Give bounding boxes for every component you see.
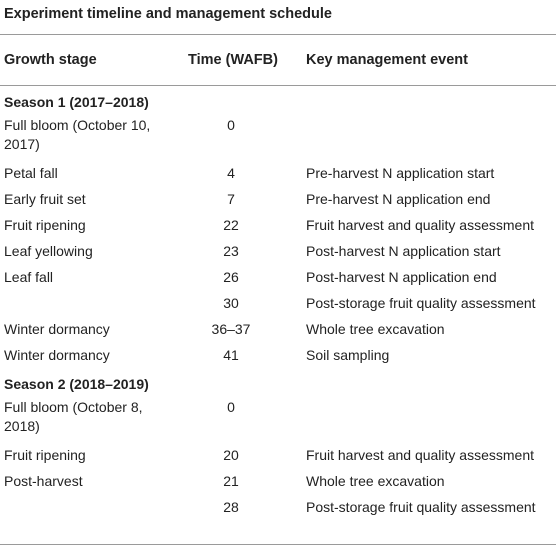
schedule-table bbox=[0, 35, 556, 520]
cell-stage: Post-harvest bbox=[4, 472, 83, 489]
cell-stage: Petal fall bbox=[4, 164, 58, 181]
cell-event bbox=[298, 114, 556, 160]
section-season-1 bbox=[0, 86, 556, 114]
cell-stage: Fruit ripening bbox=[4, 216, 86, 233]
cell-time: 23 bbox=[223, 242, 239, 259]
table-row bbox=[0, 316, 556, 342]
table-row bbox=[0, 442, 556, 468]
table-row bbox=[0, 468, 556, 494]
cell-stage: Leaf yellowing bbox=[4, 242, 93, 259]
cell-event: Post-harvest N application end bbox=[306, 268, 497, 285]
cell-stage: Early fruit set bbox=[4, 190, 86, 207]
section-label: Season 1 (2017–2018) bbox=[4, 94, 149, 110]
table-row bbox=[0, 238, 556, 264]
cell-stage: Full bloom (October 8, 2018) bbox=[4, 399, 143, 434]
table-row bbox=[0, 396, 556, 442]
cell-time: 0 bbox=[227, 117, 235, 133]
cell-stage: Full bloom (October 10, 2017) bbox=[4, 117, 151, 152]
cell-event: Pre-harvest N application start bbox=[306, 164, 495, 181]
cell-time: 4 bbox=[227, 164, 235, 181]
cell-time: 0 bbox=[227, 399, 235, 415]
section-label: Season 2 (2018–2019) bbox=[4, 376, 149, 392]
cell-event: Fruit harvest and quality assessment bbox=[306, 446, 534, 463]
header-growth-stage: Growth stage bbox=[4, 52, 97, 68]
cell-time: 21 bbox=[223, 472, 239, 489]
table-row bbox=[0, 290, 556, 316]
cell-event: Pre-harvest N application end bbox=[306, 190, 491, 207]
table-row bbox=[0, 186, 556, 212]
cell-stage bbox=[0, 494, 180, 520]
cell-event: Post-storage fruit quality assessment bbox=[306, 498, 536, 515]
bottom-rule bbox=[0, 544, 556, 545]
table-row bbox=[0, 160, 556, 186]
header-time: Time (WAFB) bbox=[188, 52, 278, 68]
cell-stage: Winter dormancy bbox=[4, 346, 110, 363]
header-management-event: Key management event bbox=[306, 52, 468, 68]
cell-event: Fruit harvest and quality assessment bbox=[306, 216, 534, 233]
table-caption: Experiment timeline and management schedule bbox=[4, 6, 332, 22]
cell-time: 30 bbox=[223, 294, 239, 311]
cell-event: Whole tree excavation bbox=[306, 320, 445, 337]
cell-time: 36–37 bbox=[211, 320, 251, 337]
table-row bbox=[0, 114, 556, 160]
cell-event: Post-storage fruit quality assessment bbox=[306, 294, 536, 311]
cell-stage bbox=[0, 290, 180, 316]
table-row bbox=[0, 494, 556, 520]
cell-time: 26 bbox=[223, 268, 239, 285]
table-row bbox=[0, 342, 556, 368]
cell-stage: Winter dormancy bbox=[4, 320, 110, 337]
cell-event bbox=[298, 396, 556, 442]
table-row bbox=[0, 264, 556, 290]
cell-time: 28 bbox=[223, 498, 239, 515]
cell-time: 41 bbox=[223, 346, 239, 363]
table-row bbox=[0, 212, 556, 238]
cell-stage: Fruit ripening bbox=[4, 446, 86, 463]
header-row bbox=[0, 35, 556, 86]
cell-time: 20 bbox=[223, 446, 239, 463]
cell-time: 7 bbox=[227, 190, 235, 207]
section-season-2 bbox=[0, 368, 556, 396]
cell-event: Soil sampling bbox=[306, 346, 390, 363]
cell-event: Post-harvest N application start bbox=[306, 242, 501, 259]
cell-stage: Leaf fall bbox=[4, 268, 54, 285]
cell-time: 22 bbox=[223, 216, 239, 233]
cell-event: Whole tree excavation bbox=[306, 472, 445, 489]
